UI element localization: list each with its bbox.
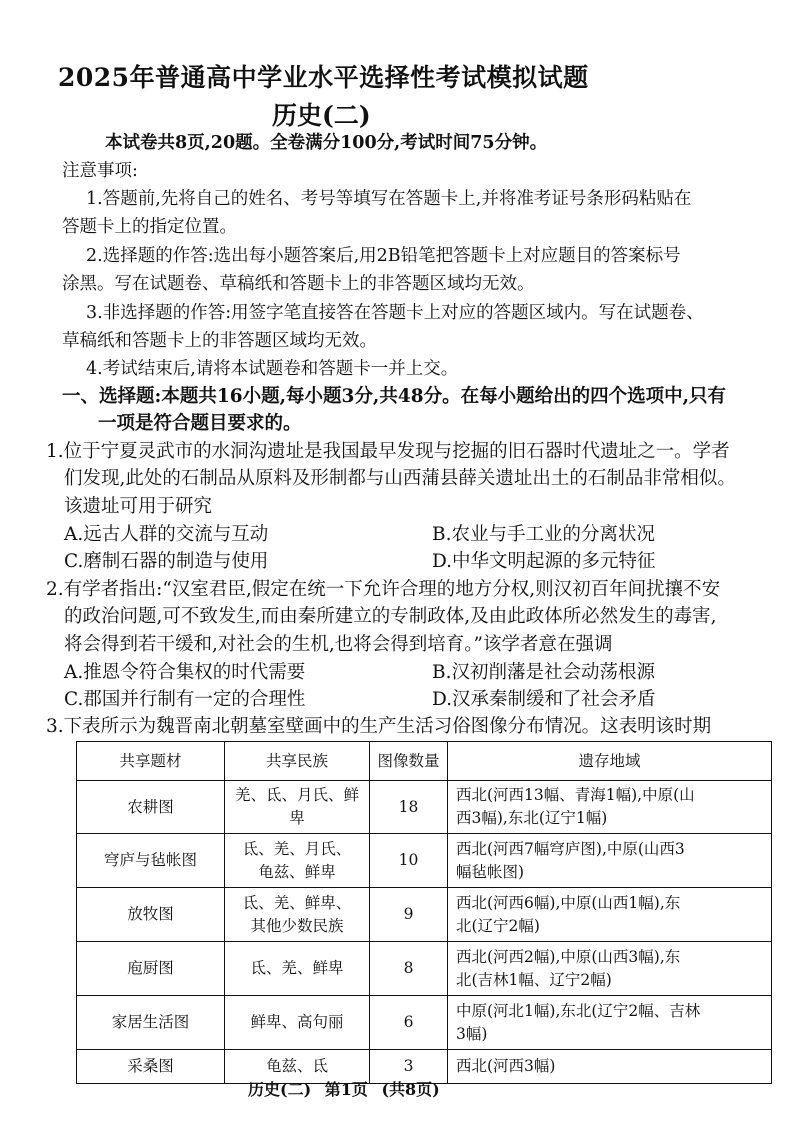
cell-region-line: 幅毡帐图) xyxy=(456,862,525,881)
footer-page-number: 第1页 xyxy=(324,1080,368,1099)
cell-region-line: 中原(河北1幅),东北(辽宁2幅、吉林 xyxy=(456,1001,701,1020)
section-heading: 一、选择题:本题共16小题,每小题3分,共48分。在每小题给出的四个选项中,只有 xyxy=(62,386,727,407)
question-1-stem: 该遗址可用于研究 xyxy=(64,496,213,517)
question-2-option-a[interactable]: A.推恩令符合集权的时代需要 xyxy=(64,662,306,683)
cell-count: 6 xyxy=(370,996,448,1050)
cell-region-line: 西北(河西3幅) xyxy=(456,1057,556,1075)
notice-line: 答题卡上的指定位置。 xyxy=(62,217,237,237)
cell-topic: 庖厨图 xyxy=(77,942,225,996)
page-footer xyxy=(248,1077,448,1100)
cell-ethnic-line: 氐、羌、鲜卑 xyxy=(250,959,344,977)
notice-line: 3.非选择题的作答:用签字笔直接答在答题卡上对应的答题区域内。写在试题卷、 xyxy=(86,303,704,323)
cell-ethnic xyxy=(225,888,370,942)
section-heading-cont: 一项是符合题目要求的。 xyxy=(98,413,302,434)
question-3-stem: 3.下表所示为魏晋南北朝墓室壁画中的生产生活习俗图像分布情况。这表明该时期 xyxy=(46,716,712,737)
cell-topic: 家居生活图 xyxy=(77,996,225,1050)
question-1-option-d[interactable]: D.中华文明起源的多元特征 xyxy=(432,551,656,572)
cell-ethnic-line: 氐、羌、鲜卑、 xyxy=(242,893,352,912)
question-1-option-a[interactable]: A.远古人群的交流与互动 xyxy=(64,524,269,545)
notice-line: 1.答题前,先将自己的姓名、考号等填写在答题卡上,并将准考证号条形码粘贴在 xyxy=(86,189,692,209)
cell-ethnic xyxy=(225,834,370,888)
notice-heading: 注意事项: xyxy=(62,161,138,181)
question-1-stem: 1.位于宁夏灵武市的水洞沟遗址是我国最早发现与挖掘的旧石器时代遗址之一。学者 xyxy=(46,441,730,462)
table-header-topic: 共享题材 xyxy=(77,742,225,781)
cell-region-line: 西北(河西13幅、青海1幅),中原(山 xyxy=(456,786,695,804)
cell-ethnic-line: 龟兹、鲜卑 xyxy=(258,862,336,881)
cell-count: 3 xyxy=(370,1050,448,1084)
question-1-option-b[interactable]: B.农业与手工业的分离状况 xyxy=(432,524,655,545)
cell-region-line: 西3幅),东北(辽宁1幅) xyxy=(456,809,608,827)
table-header-row xyxy=(77,742,772,781)
cell-count: 8 xyxy=(370,942,448,996)
table-header-ethnic: 共享民族 xyxy=(225,742,370,781)
question-3-table xyxy=(76,741,772,1084)
notice-line: 草稿纸和答题卡上的非答题区域均无效。 xyxy=(62,331,377,351)
cell-region-line: 西北(河西2幅),中原(山西3幅),东 xyxy=(456,947,681,966)
cell-ethnic-line: 鲜卑、高句丽 xyxy=(250,1013,344,1031)
cell-region xyxy=(448,834,772,888)
table-header-count: 图像数量 xyxy=(370,742,448,781)
cell-region xyxy=(448,1050,772,1084)
cell-topic: 农耕图 xyxy=(77,781,225,834)
question-2-stem: 2.有学者指出:“汉室君臣,假定在统一下允许合理的地方分权,则汉初百年间扰攘不安 xyxy=(46,579,721,600)
exam-title: 2025年普通高中学业水平选择性考试模拟试题 xyxy=(58,63,589,92)
footer-total-pages: (共8页) xyxy=(381,1080,440,1099)
cell-ethnic-line: 氐、羌、月氏、 xyxy=(242,839,352,858)
question-2-option-c[interactable]: C.郡国并行制有一定的合理性 xyxy=(64,689,306,710)
notice-line: 4.考试结束后,请将本试题卷和答题卡一并上交。 xyxy=(86,359,459,379)
cell-topic: 放牧图 xyxy=(77,888,225,942)
cell-ethnic-line: 龟兹、氐 xyxy=(265,1057,328,1075)
cell-region-line: 北(辽宁2幅) xyxy=(456,916,540,935)
question-2-option-d[interactable]: D.汉承秦制缓和了社会矛盾 xyxy=(432,689,656,710)
cell-region xyxy=(448,888,772,942)
notice-line: 涂黑。写在试题卷、草稿纸和答题卡上的非答题区域均无效。 xyxy=(62,274,535,294)
exam-subtitle: 历史(二) xyxy=(272,101,371,130)
cell-ethnic xyxy=(225,781,370,834)
cell-topic: 穹庐与毡帐图 xyxy=(77,834,225,888)
question-2-stem: 将会得到若干缓和,对社会的生机,也将会得到培育。”该学者意在强调 xyxy=(64,634,613,655)
question-1-stem: 们发现,此处的石制品从原料及形制都与山西蒲县薛关遗址出土的石制品非常相似。 xyxy=(64,468,736,489)
cell-region xyxy=(448,942,772,996)
question-2-option-b[interactable]: B.汉初削藩是社会动荡根源 xyxy=(432,662,655,683)
cell-ethnic xyxy=(225,942,370,996)
cell-region-line: 西北(河西6幅),中原(山西1幅),东 xyxy=(456,893,681,912)
table-row xyxy=(77,834,772,888)
notice-line: 2.选择题的作答:选出每小题答案后,用2B铅笔把答题卡上对应题目的答案标号 xyxy=(86,246,681,266)
cell-count: 9 xyxy=(370,888,448,942)
table-row xyxy=(77,781,772,834)
table-row xyxy=(77,942,772,996)
footer-subject: 历史(二) xyxy=(248,1080,312,1099)
cell-region-line: 3幅) xyxy=(456,1024,488,1043)
cell-count: 18 xyxy=(370,781,448,834)
cell-ethnic-line: 羌、氐、月氏、鲜卑 xyxy=(234,786,359,827)
cell-topic: 采桑图 xyxy=(77,1050,225,1084)
question-1-option-c[interactable]: C.磨制石器的制造与使用 xyxy=(64,551,269,572)
cell-region xyxy=(448,996,772,1050)
cell-ethnic xyxy=(225,996,370,1050)
table-row xyxy=(77,996,772,1050)
cell-region-line: 西北(河西7幅穹庐图),中原(山西3 xyxy=(456,839,685,858)
exam-info: 本试卷共8页,20题。全卷满分100分,考试时间75分钟。 xyxy=(105,133,548,153)
table-row xyxy=(77,888,772,942)
table-header-region: 遗存地域 xyxy=(448,742,772,781)
cell-region-line: 北(吉林1幅、辽宁2幅) xyxy=(456,970,612,989)
question-2-stem: 的政治问题,可不致发生,而由秦所建立的专制政体,及由此政体所必然发生的毒害, xyxy=(64,606,717,627)
cell-count: 10 xyxy=(370,834,448,888)
cell-ethnic-line: 其他少数民族 xyxy=(250,916,344,935)
cell-region xyxy=(448,781,772,834)
